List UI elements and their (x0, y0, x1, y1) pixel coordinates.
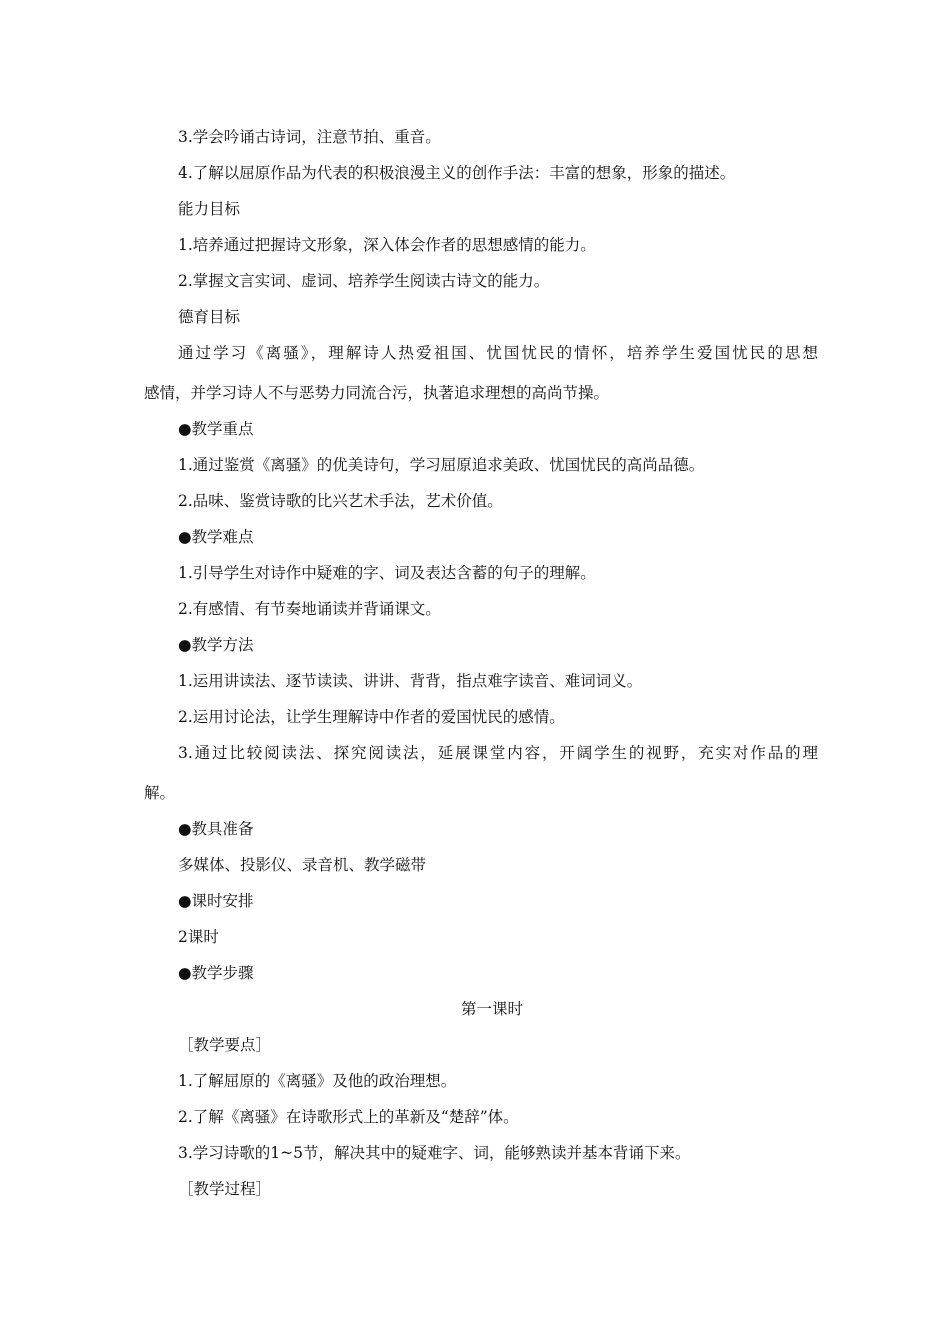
paragraph-line: 通过学习《离骚》，理解诗人热爱祖国、忧国忧民的情怀，培养学生爱国忧民的思想 (178, 344, 818, 362)
paragraph-line: 解。 (144, 784, 176, 802)
text-line: 3.学会吟诵古诗词，注意节拍、重音。 (178, 128, 441, 146)
section-heading: ●教学难点 (178, 528, 254, 546)
section-heading: ●教学步骤 (178, 964, 254, 982)
section-heading: ●教具准备 (178, 820, 254, 838)
text-line: 1.通过鉴赏《离骚》的优美诗句，学习屈原追求美政、忧国忧民的高尚品德。 (178, 456, 705, 474)
lesson-title: 第一课时 (460, 1000, 523, 1018)
section-heading: ●教学重点 (178, 420, 254, 438)
section-heading: 德育目标 (178, 308, 241, 326)
section-heading: ［教学过程］ (178, 1180, 272, 1198)
paragraph-line: 感情，并学习诗人不与恶势力同流合污，执著追求理想的高尚节操。 (144, 384, 610, 402)
text-line: 2.了解《离骚》在诗歌形式上的革新及“楚辞”体。 (178, 1108, 519, 1126)
section-heading: ●课时安排 (178, 892, 254, 910)
text-line: 2课时 (178, 928, 219, 946)
text-line: 2.运用讨论法，让学生理解诗中作者的爱国忧民的感情。 (178, 708, 565, 726)
text-line: 多媒体、投影仪、录音机、教学磁带 (178, 856, 427, 874)
text-line: 1.了解屈原的《离骚》及他的政治理想。 (178, 1072, 457, 1090)
section-heading: ●教学方法 (178, 636, 254, 654)
text-line: 2.掌握文言实词、虚词、培养学生阅读古诗文的能力。 (178, 272, 550, 290)
paragraph-line: 3.通过比较阅读法、探究阅读法，延展课堂内容，开阔学生的视野，充实对作品的理 (178, 744, 818, 762)
text-line: 4.了解以屈原作品为代表的积极浪漫主义的创作手法：丰富的想象，形象的描述。 (178, 164, 736, 182)
text-line: 2.品味、鉴赏诗歌的比兴艺术手法，艺术价值。 (178, 492, 503, 510)
text-line: 1.培养通过把握诗文形象，深入体会作者的思想感情的能力。 (178, 236, 596, 254)
text-line: 1.引导学生对诗作中疑难的字、词及表达含蓄的句子的理解。 (178, 564, 596, 582)
text-line: 1.运用讲读法、逐节读读、讲讲、背背，指点难字读音、难词词义。 (178, 672, 643, 690)
text-line: 3.学习诗歌的1~5节，解决其中的疑难字、词，能够熟读并基本背诵下来。 (178, 1144, 691, 1162)
text-line: 2.有感情、有节奏地诵读并背诵课文。 (178, 600, 441, 618)
section-heading: 能力目标 (178, 200, 241, 218)
section-heading: ［教学要点］ (178, 1036, 272, 1054)
